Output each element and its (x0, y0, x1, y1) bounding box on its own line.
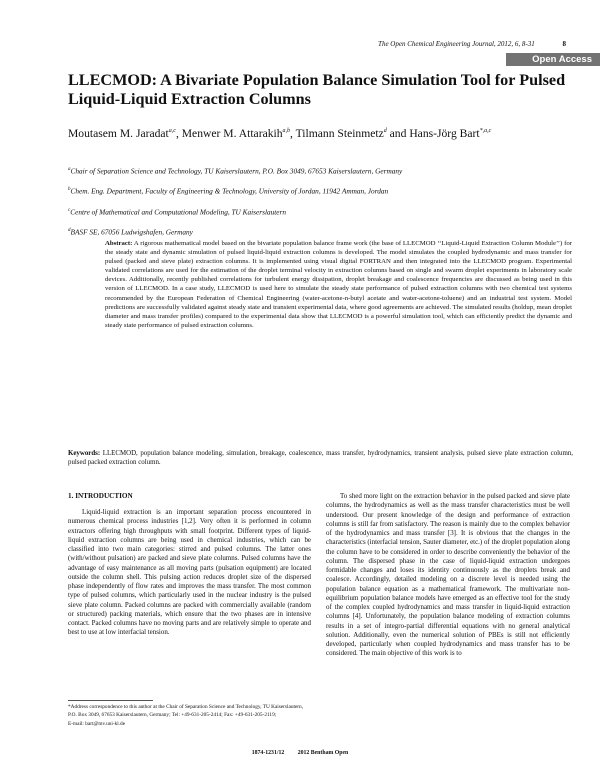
keywords (68, 449, 573, 467)
keywords-label: Keywords: (68, 450, 101, 457)
affiliation: $^d$BASF SE, 67056 Ludwigshafen, Germany (68, 227, 193, 237)
paper-title: LLECMOD: A Bivariate Population Balance Simulation Tool for Pulsed Liquid-Liquid Extraction Columns (68, 71, 566, 108)
left-column (68, 508, 311, 638)
running-header (0, 40, 566, 48)
body-paragraph: Liquid-liquid extraction is an important separation process encountered in numerous chemical process industries [1,2]. Very often it is performed in column extractors offering high throughputs with small footprint. Different types of liquid-liquid extraction columns are being used in chemical industries, which can be classified into two main categories: stirred and pulsed columns. The latter ones (with/without pulsation) are packed and sieve plate columns. Pulsed columns have the advantage of easy maintenance as all moving parts (pulsation equipment) are located outside the column shell. This pulsing action reduces droplet size of the dispersed phase independently of flow rates and improves the mass transfer. The most common type of pulsed columns, which particularly used in the nuclear industry is the pulsed sieve plate column. Packed columns are packed with commercially available (random or structured) packing materials, which ensure that the two phases are in intensive contact. Packed columns have no moving parts and are relatively simple to operate and best to use at low interfacial tension. (68, 508, 311, 637)
footnote-address: *Address correspondence to this author at the Chair of Separation Science and Technology, TU Kaiserslautern, P.O. Box 3049, 67653 Kaiserslautern, Germany; Tel: +49-631-205-2414; Fax: +49-631-205-2119; (68, 704, 304, 719)
affiliation: $^b$Chem. Eng. Department, Faculty of Engineering & Technology, University of Jordan, 11942 Amman, Jordan (68, 186, 389, 196)
footnote-email: E-mail: bart@mv.uni-kl.de (68, 720, 126, 727)
keywords-text: LLECMOD, population balance modeling, simulation, breakage, coalescence, mass transfer, hydrodynamics, transient analysis, pulsed sieve plate extraction column, pulsed packed extraction column. (68, 450, 573, 467)
affiliations (68, 160, 568, 242)
footnote-rule (68, 700, 153, 701)
body-paragraph: To shed more light on the extraction behavior in the pulsed packed and sieve plate columns, the hydrodynamics as well as the mass transfer characteristics must be well understood. Our present knowledge of the design and performance of extraction columns is still far from satisfactory. The reason is mainly due to the complex behavior of the hydrodynamics and mass transfer [3]. It is obvious that the changes in the characteristics (interfacial tension, Sauter diameter, etc.) of the droplet population along the column have to be considered in order to describe conveniently the behavior of the column. The dispersed phase in the case of liquid-liquid extraction undergoes formidable changes and loses its identity continuously as the droplets break and coalesce. Accordingly, detailed modeling on a discrete level is needed using the population balance equation as a mathematical framework. The multivariate non-equilibrium population balance models have emerged as an effective tool for the study of the complex coupled hydrodynamics and mass transfer in liquid-liquid extraction columns [4]. Unfortunately, the population balance modeling of extraction columns results in a set of integro-partial differential equations with no general analytical solution. Additionally, even the numerical solution of PBEs is still not efficiently developed, particularly when coupled hydrodynamics and mass transfer has to be considered. The main objective of this work is to (326, 492, 570, 658)
right-column (326, 492, 570, 659)
section-heading: 1. INTRODUCTION (68, 492, 133, 500)
author: Tilmann Steinmetz$^d$ (295, 127, 387, 140)
author-list: Moutasem M. Jaradat$^{a,c}$, Menwer M. Attarakih$^{a,b}$, Tilmann Steinmetz$^d$ and Hans-Jörg Bart$^{*,a,c}$ (68, 127, 492, 140)
author: Menwer M. Attarakih$^{a,b}$ (181, 127, 291, 140)
author: Hans-Jörg Bart$^{*,a,c}$ (409, 127, 492, 140)
author: Moutasem M. Jaradat$^{a,c}$ (68, 127, 176, 140)
issn: 1874-1231/12 (251, 750, 285, 756)
page-footer (0, 750, 600, 756)
abstract (105, 239, 572, 330)
page-number: 8 (562, 40, 566, 48)
abstract-text: A rigorous mathematical model based on the bivariate population balance frame work (the base of LLECMOD ‘‘Liquid-Liquid Extraction Column Module’’) for the steady state and dynamic simulation of pulsed liquid-liquid extraction columns is developed. The model simulates the coupled hydrodynamic and mass transfer for pulsed (packed and sieve plate) extraction columns. It is implemented using visual digital FORTRAN and then integrated into the LLECMOD program. Experimental validated correlations are used for the estimation of the droplet terminal velocity in extraction columns based on single and swarm droplet experiments in laboratory scale devices. Additionally, recently published correlations for turbulent energy dissipation, droplet breakage and coalescence frequencies are discussed as being used in this version of LLECMOD. In a case study, LLECMOD is used here to simulate the steady state performance of pulsed extraction columns with two chemical test systems recommended by the European Federation of Chemical Engineering (water-acetone-n-butyl acetate and water-acetone-toluene) and an industrial test system. Model predictions are successfully validated against steady state and transient experimental data, where good agreements are achieved. The simulated results (holdup, mean droplet diameter and mass transfer profiles) compared to the experimental data show that LLECMOD is a powerful simulation tool, which can efficiently predict the dynamic and steady state performance of pulsed extraction columns. (105, 240, 572, 329)
open-access-badge: Open Access (506, 53, 600, 66)
copyright: 2012 Bentham Open (297, 750, 349, 756)
affiliation: $^a$Chair of Separation Science and Technology, TU Kaiserslautern, P.O. Box 3049, 67653 Kaiserslautern, Germany (68, 166, 403, 176)
footnote (68, 703, 313, 728)
abstract-label: Abstract: (105, 240, 133, 247)
affiliation: $^c$Centre of Mathematical and Computational Modeling, TU Kaiserslautern (68, 207, 287, 217)
journal-citation: The Open Chemical Engineering Journal, 2012, 6, 8-31 (378, 40, 535, 48)
